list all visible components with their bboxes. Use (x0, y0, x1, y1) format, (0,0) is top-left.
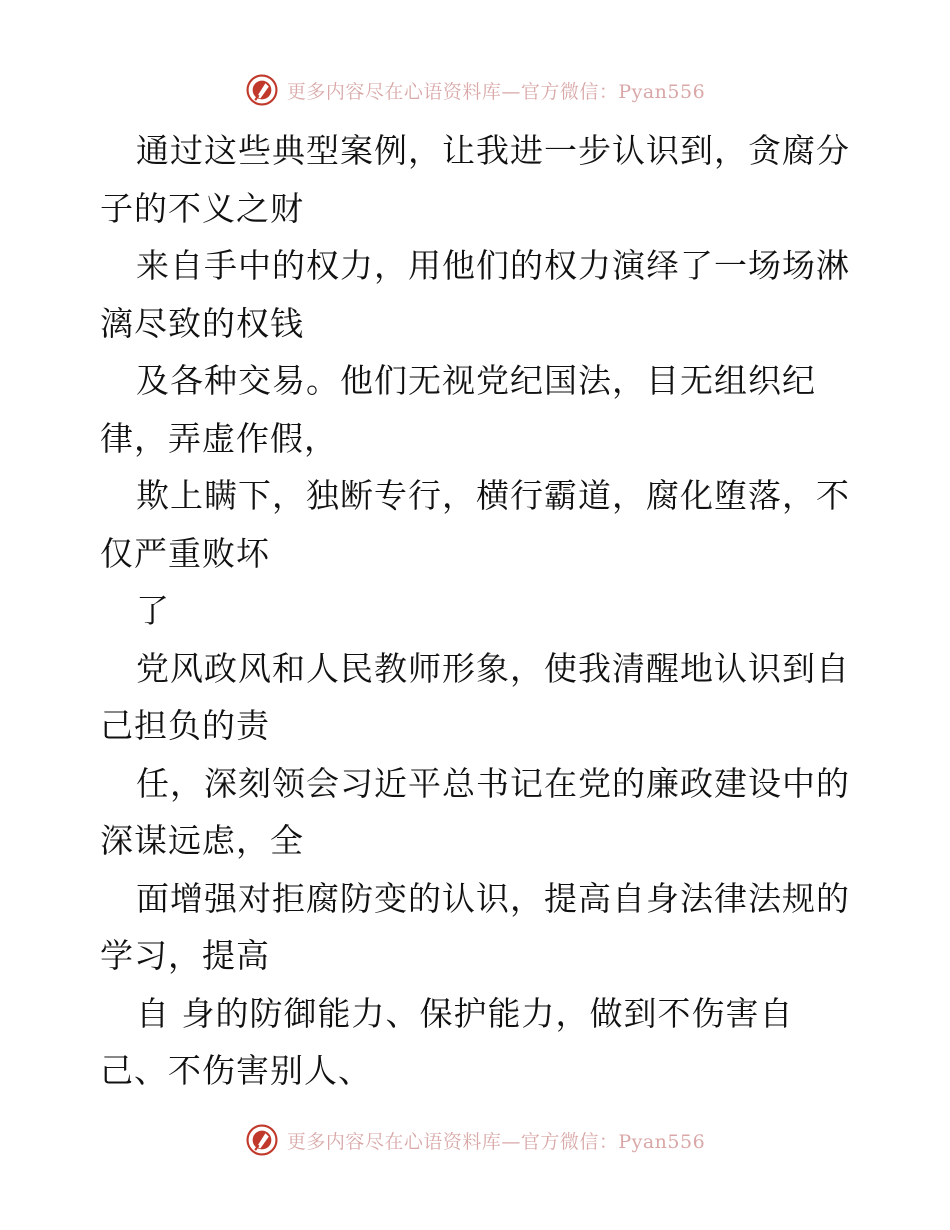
text-line: 任，深刻领会习近平总书记在党的廉政建设中的 (136, 763, 850, 803)
pen-nib-logo-icon (245, 1123, 279, 1157)
text-line: 了 (136, 591, 170, 630)
pen-nib-logo-icon (245, 73, 279, 107)
text-line: 子的不义之财 (100, 188, 304, 228)
text-line: 党风政风和人民教师形象，使我清醒地认识到自 (136, 648, 850, 688)
document-body (100, 122, 860, 1100)
text-line: 己担负的责 (100, 706, 270, 745)
text-line: 来自手中的权力，用他们的权力演绎了一场场淋 (136, 246, 850, 285)
text-line: 漓尽致的权钱 (100, 303, 304, 343)
footer-banner (0, 1120, 950, 1160)
text-line: 学习，提高 (100, 936, 270, 975)
text-line: 仅严重败坏 (100, 533, 270, 573)
text-line: 及各种交易。他们无视党纪国法，目无组织纪 (136, 361, 816, 400)
text-line: 律，弄虚作假， (100, 418, 338, 458)
text-line: 深谋远虑，全 (100, 821, 304, 860)
text-line: 通过这些典型案例，让我进一步认识到，贪腐分 (136, 131, 850, 170)
text-line: 己、不伤害别人、 (100, 1051, 372, 1090)
header-banner-text: 更多内容尽在心语资料库—官方微信：Pyan556 (286, 80, 706, 103)
header-banner (0, 70, 950, 110)
text-line: 面增强对拒腐防变的认识，提高自身法律法规的 (136, 878, 850, 918)
text-line: 自 身的防御能力、保护能力，做到不伤害自 (136, 993, 794, 1033)
text-line: 欺上瞒下，独断专行，横行霸道，腐化堕落，不 (136, 476, 850, 515)
footer-banner-text: 更多内容尽在心语资料库—官方微信：Pyan556 (286, 1130, 706, 1153)
